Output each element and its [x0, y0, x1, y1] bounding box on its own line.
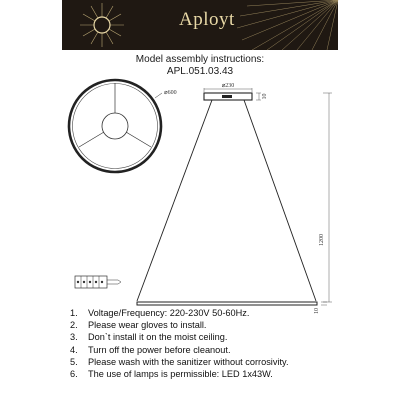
- terminal-block: [75, 276, 121, 288]
- ring-side: [137, 302, 317, 305]
- top-view: [69, 80, 177, 172]
- instructions-list: [70, 307, 390, 380]
- item-number: 5.: [70, 356, 78, 367]
- title-block: [0, 54, 400, 78]
- page-title: Model assembly instructions:: [135, 54, 265, 65]
- brand-banner: [62, 0, 338, 50]
- list-item: [70, 319, 390, 331]
- item-text: The use of lamps is permissible: LED 1x43W.: [88, 369, 273, 380]
- side-view: [137, 93, 316, 301]
- item-number: 1.: [70, 308, 78, 318]
- canopy-diameter-label: ⌀230: [221, 83, 235, 89]
- item-text: Please wear gloves to install.: [88, 320, 207, 331]
- list-item: [70, 344, 390, 356]
- item-number: 4.: [70, 344, 78, 355]
- list-item: [70, 331, 390, 343]
- suspension-length-dimension: [319, 93, 332, 302]
- item-number: 2.: [70, 320, 78, 331]
- item-text: Please wash with the sanitizer without corrosivity.: [88, 356, 289, 367]
- item-number: 3.: [70, 332, 78, 343]
- ring-height-label: 10: [314, 308, 320, 314]
- list-item: [70, 368, 390, 380]
- suspension-length-label: 1200: [319, 234, 325, 246]
- item-number: 6.: [70, 369, 78, 380]
- list-item: [70, 356, 390, 368]
- ring-diameter-label: ⌀600: [164, 90, 177, 96]
- item-text: Don`t install it on the moist ceiling.: [88, 332, 228, 343]
- item-text: Turn off the power before cleanout.: [88, 344, 231, 355]
- canopy-height-dimension: [256, 93, 268, 100]
- canopy-height-label: 10: [262, 93, 268, 100]
- brand-logo: Aployt: [179, 9, 235, 30]
- model-number: APL.051.03.43: [166, 66, 234, 77]
- canopy-diameter-dimension: [204, 83, 252, 92]
- list-item: [70, 307, 390, 319]
- item-text: Voltage/Frequency: 220-230V 50-60Hz.: [88, 308, 250, 318]
